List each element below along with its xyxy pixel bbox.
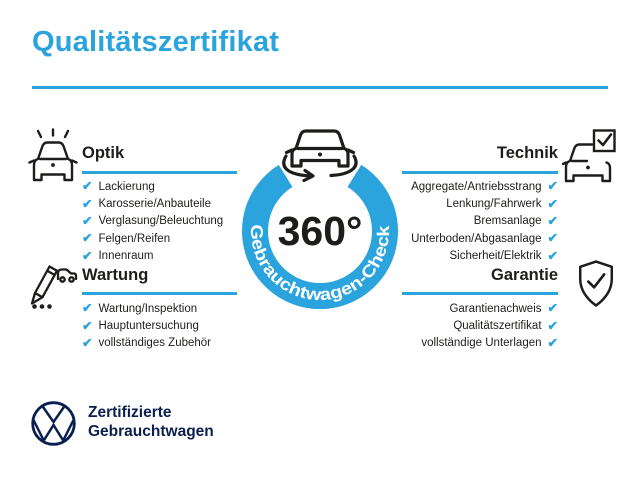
checklist-item-label: Lackierung bbox=[98, 180, 155, 193]
check-icon: ✔ bbox=[82, 196, 93, 211]
check-icon: ✔ bbox=[547, 318, 558, 333]
checklist-item bbox=[82, 247, 223, 264]
checklist-item-label: vollständige Unterlagen bbox=[421, 337, 542, 350]
section-title-garantie: Garantie bbox=[491, 266, 558, 284]
shield-check bbox=[588, 274, 604, 287]
page-title: Qualitätszertifikat bbox=[32, 26, 280, 58]
checklist-item-label: Lenkung/Fahrwerk bbox=[446, 197, 542, 210]
checklist-item-label: Hauptuntersuchung bbox=[98, 319, 199, 332]
pencil-band bbox=[47, 271, 55, 275]
car-shine-icon bbox=[26, 128, 80, 184]
checklist-item-label: Wartung/Inspektion bbox=[98, 302, 198, 315]
checklist-item bbox=[320, 317, 558, 334]
check-icon: ✔ bbox=[547, 335, 558, 350]
section-rule-garantie bbox=[402, 292, 558, 295]
checklist-item-label: Bremsanlage bbox=[473, 215, 542, 228]
check-icon: ✔ bbox=[82, 248, 93, 263]
check-icon: ✔ bbox=[547, 179, 558, 194]
section-title-wartung: Wartung bbox=[82, 266, 149, 284]
section-title-technik: Technik bbox=[496, 144, 558, 162]
checklist-item-label: Unterboden/Abgasanlage bbox=[411, 232, 542, 245]
car-mirror bbox=[563, 163, 566, 165]
check-icon: ✔ bbox=[547, 301, 558, 316]
header-divider bbox=[32, 86, 608, 89]
check-icon: ✔ bbox=[547, 231, 558, 246]
brand-claim-line2: Gebrauchtwagen bbox=[88, 423, 214, 440]
checklist-item-label: Aggregate/Antriebsstrang bbox=[411, 180, 542, 193]
car-partial-bottom bbox=[566, 163, 610, 182]
car-shine-strokes bbox=[30, 130, 77, 181]
checklist-item bbox=[82, 230, 223, 247]
checklist-item bbox=[82, 300, 211, 317]
badge-degree-text: 360° bbox=[277, 208, 363, 254]
service-pencil-icon bbox=[24, 258, 78, 314]
vw-logo-v bbox=[42, 406, 65, 423]
section-title-optik: Optik bbox=[82, 144, 125, 162]
checklist-item bbox=[82, 335, 211, 352]
dot-3 bbox=[47, 304, 52, 309]
checklist-item-label: vollständiges Zubehör bbox=[98, 337, 211, 350]
car-front-outline bbox=[34, 143, 72, 181]
check-icon: ✔ bbox=[547, 196, 558, 211]
checklist-item bbox=[82, 317, 211, 334]
section-rule-technik bbox=[402, 171, 558, 174]
badge-ring-label: Gebrauchtwagen-Check bbox=[246, 224, 394, 305]
checklist-item bbox=[82, 178, 223, 195]
checklist-optik bbox=[82, 178, 223, 264]
brand-claim-line1: Zertifizierte bbox=[88, 404, 172, 421]
section-rule-wartung bbox=[82, 292, 237, 295]
360-badge bbox=[233, 112, 407, 316]
check-icon: ✔ bbox=[82, 301, 93, 316]
checklist-item-label: Qualitätszertifikat bbox=[453, 319, 542, 332]
checklist-item bbox=[320, 335, 558, 352]
car-mirrors bbox=[287, 150, 354, 153]
sparkle-left bbox=[38, 131, 41, 137]
car-emblem-dot bbox=[586, 166, 590, 170]
checklist-item-label: Verglasung/Beleuchtung bbox=[98, 215, 224, 228]
check-icon: ✔ bbox=[547, 248, 558, 263]
checklist-item-label: Karosserie/Anbauteile bbox=[98, 197, 211, 210]
checklist-item bbox=[82, 213, 223, 230]
sparkle-right bbox=[65, 131, 68, 137]
check-icon: ✔ bbox=[82, 231, 93, 246]
checklist-item-label: Garantienachweis bbox=[449, 302, 542, 315]
pencil-body bbox=[35, 267, 57, 298]
car-emblem-dot bbox=[318, 153, 322, 157]
checklist-item-label: Felgen/Reifen bbox=[98, 232, 171, 245]
service-pencil-strokes bbox=[32, 267, 76, 304]
check-icon: ✔ bbox=[82, 179, 93, 194]
vw-logo bbox=[30, 400, 77, 447]
brand-claim bbox=[88, 403, 214, 441]
dot-2 bbox=[40, 304, 45, 309]
car-emblem-dot bbox=[51, 163, 55, 167]
section-rule-optik bbox=[82, 171, 237, 174]
check-icon: ✔ bbox=[82, 213, 93, 228]
checklist-wartung bbox=[82, 300, 211, 352]
check-icon: ✔ bbox=[82, 318, 93, 333]
dot-1 bbox=[32, 304, 37, 309]
check-icon: ✔ bbox=[547, 213, 558, 228]
checklist-item-label: Sicherheit/Elektrik bbox=[449, 249, 542, 262]
check-icon: ✔ bbox=[82, 335, 93, 350]
shield-check-icon bbox=[574, 258, 618, 310]
checklist-item bbox=[82, 195, 223, 212]
mini-car-wheel-right bbox=[69, 277, 73, 281]
mini-car-wheel-left bbox=[60, 277, 64, 281]
checklist-item-label: Innenraum bbox=[98, 249, 154, 262]
car-check-icon bbox=[562, 127, 618, 185]
